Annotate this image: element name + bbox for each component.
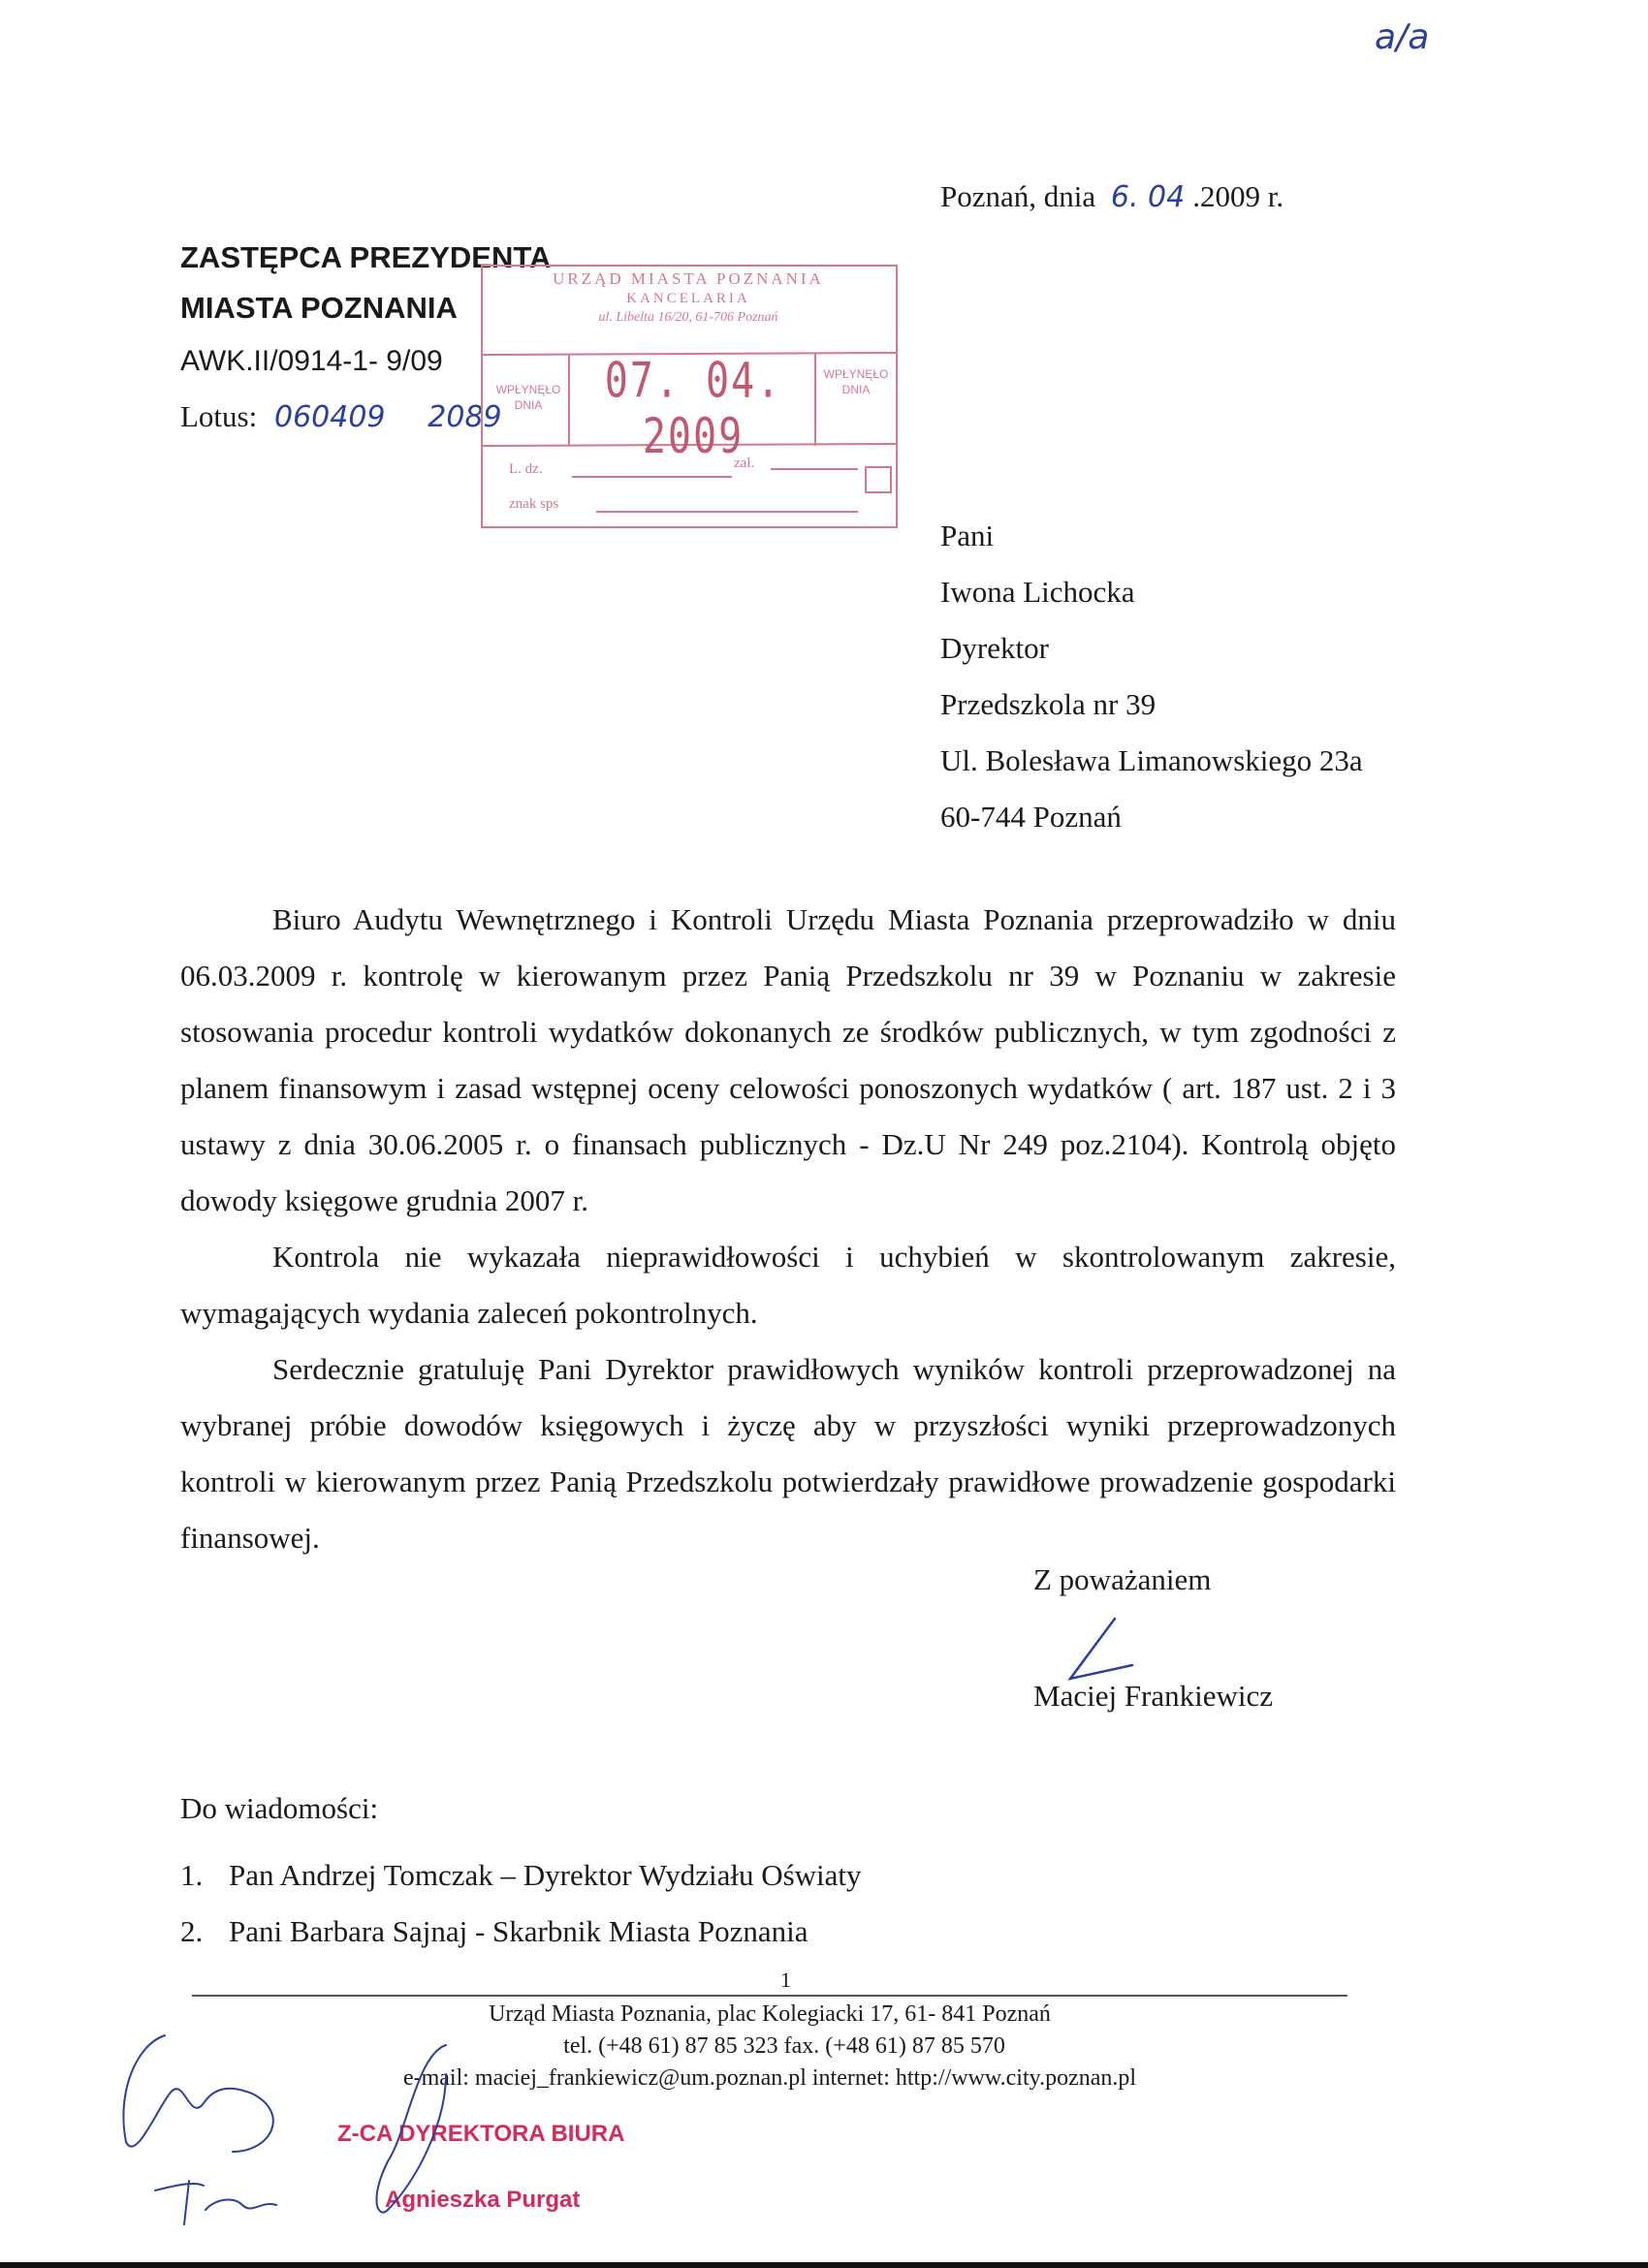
page-number: 1 (780, 1968, 791, 1992)
stamp-received-label: WPŁYNĘŁO (495, 383, 561, 396)
recipient-street: Ul. Bolesława Limanowskiego 23a (940, 743, 1363, 777)
approval-stamp-name: Agnieszka Purgat (385, 2187, 581, 2213)
approval-stamp-title: Z-CA DYREKTORA BIURA (337, 2121, 625, 2147)
lotus-handwritten-number: 2089 (428, 400, 502, 434)
stamp-received-day: DNIA (841, 383, 871, 396)
stamp-received-right (815, 366, 897, 397)
handwritten-date: 6. 04 (1110, 180, 1186, 214)
cc-item-number: 1. (180, 1858, 204, 1892)
stamp-received-left (488, 382, 569, 413)
stamp-office (480, 264, 897, 328)
recipient-name: Iwona Lichocka (940, 575, 1135, 609)
cc-item-number: 2. (180, 1914, 204, 1948)
stamp-ldz: L. dz. (509, 461, 543, 477)
sender-title-line2: MIASTA POZNANIA (180, 291, 458, 325)
stamp-office-dept: KANCELARIA (626, 291, 750, 306)
body-paragraph: Kontrola nie wykazała nieprawidłowości i uchybień w skontrolowanym zakresie, wymagających wydania zaleceń pokontrolnych. (180, 1240, 1396, 1330)
footer-divider (192, 1995, 1347, 1997)
recipient-salutation: Pani (940, 519, 995, 552)
cc-title: Do wiadomości: (180, 1791, 379, 1825)
lotus-label: Lotus: (180, 399, 258, 433)
stamp-znak: znak sps (509, 496, 559, 512)
lotus-handwritten-date: 060409 (273, 400, 386, 434)
footer-phone: tel. (+48 61) 87 85 323 fax. (+48 61) 87 85 570 (563, 2033, 1005, 2059)
page-mark: a/a (1375, 17, 1430, 57)
signer-name: Maciej Frankiewicz (1033, 1679, 1274, 1713)
footer-address: Urząd Miasta Poznania, plac Kolegiacki 17, 61- 841 Poznań (489, 2001, 1051, 2027)
body-paragraph: Biuro Audytu Wewnętrznego i Kontroli Urzędu Miasta Poznania przeprowadziło w dniu 06.03.2009 r. kontrolę w kierowanym przez Panią Przedszkolu nr 39 w Poznaniu w zakresie stosowania procedur kontroli wydatków dokonanych ze środków publicznych, w tym zgodności z planem finansowym i zasad wstępnej oceny celowości ponoszonych wydatków ( art. 187 ust. 2 i 3 ustawy z dnia 30.06.2005 r. o finansach publicznych - Dz.U Nr 249 poz.2104). Kontrolą objęto dowody księgowe grudnia 2007 r. (180, 902, 1396, 1217)
closing-salutation: Z poważaniem (1033, 1562, 1212, 1596)
stamp-date: 07. 04. 2009 (604, 353, 782, 465)
recipient-institution: Przedszkola nr 39 (940, 687, 1157, 721)
stamp-zal: zał. (734, 456, 755, 471)
reference-number: AWK.II/0914-1- 9/09 (180, 345, 443, 377)
cc-item (180, 1847, 862, 1904)
stamp-office-name: URZĄD MIASTA POZNANIA (553, 269, 824, 288)
recipient-city: 60-744 Poznań (940, 800, 1122, 834)
cc-list (180, 1847, 862, 1960)
place-label: Poznań, dnia (940, 179, 1096, 213)
recipient-block (940, 508, 1363, 845)
letter-body (180, 892, 1396, 1566)
lotus-line (180, 399, 502, 434)
registry-stamp (480, 264, 908, 535)
stamp-office-address: ul. Libelta 16/20, 61-706 Poznań (598, 310, 778, 325)
body-paragraph: Serdecznie gratuluję Pani Dyrektor prawidłowych wyników kontroli przeprowadzonej na wybranej próbie dowodów księgowych i życzę aby w przyszłości wyniki przeprowadzonych kontroli w kierowanym przez Panią Przedszkolu potwierdzały prawidłowe prowadzenie gospodarki finansowej. (180, 1352, 1396, 1555)
signature-mark (1057, 1609, 1173, 1686)
cc-item (180, 1904, 862, 1960)
cc-item-text: Pani Barbara Sajnaj - Skarbnik Miasta Poznania (229, 1914, 808, 1948)
recipient-position: Dyrektor (940, 631, 1049, 665)
footer-contact: e-mail: maciej_frankiewicz@um.poznan.pl internet: http://www.city.poznan.pl (402, 2065, 1137, 2091)
date-year: .2009 r. (1192, 179, 1284, 213)
cc-item-text: Pan Andrzej Tomczak – Dyrektor Wydziału Oświaty (229, 1858, 862, 1892)
sender-title-line1: ZASTĘPCA PREZYDENTA (180, 240, 552, 274)
handwritten-signatures (97, 2016, 504, 2249)
stamp-received-label: WPŁYNĘŁO (823, 367, 889, 381)
scan-edge (0, 2262, 1648, 2268)
place-date (940, 179, 1284, 214)
stamp-received-day: DNIA (514, 398, 543, 412)
